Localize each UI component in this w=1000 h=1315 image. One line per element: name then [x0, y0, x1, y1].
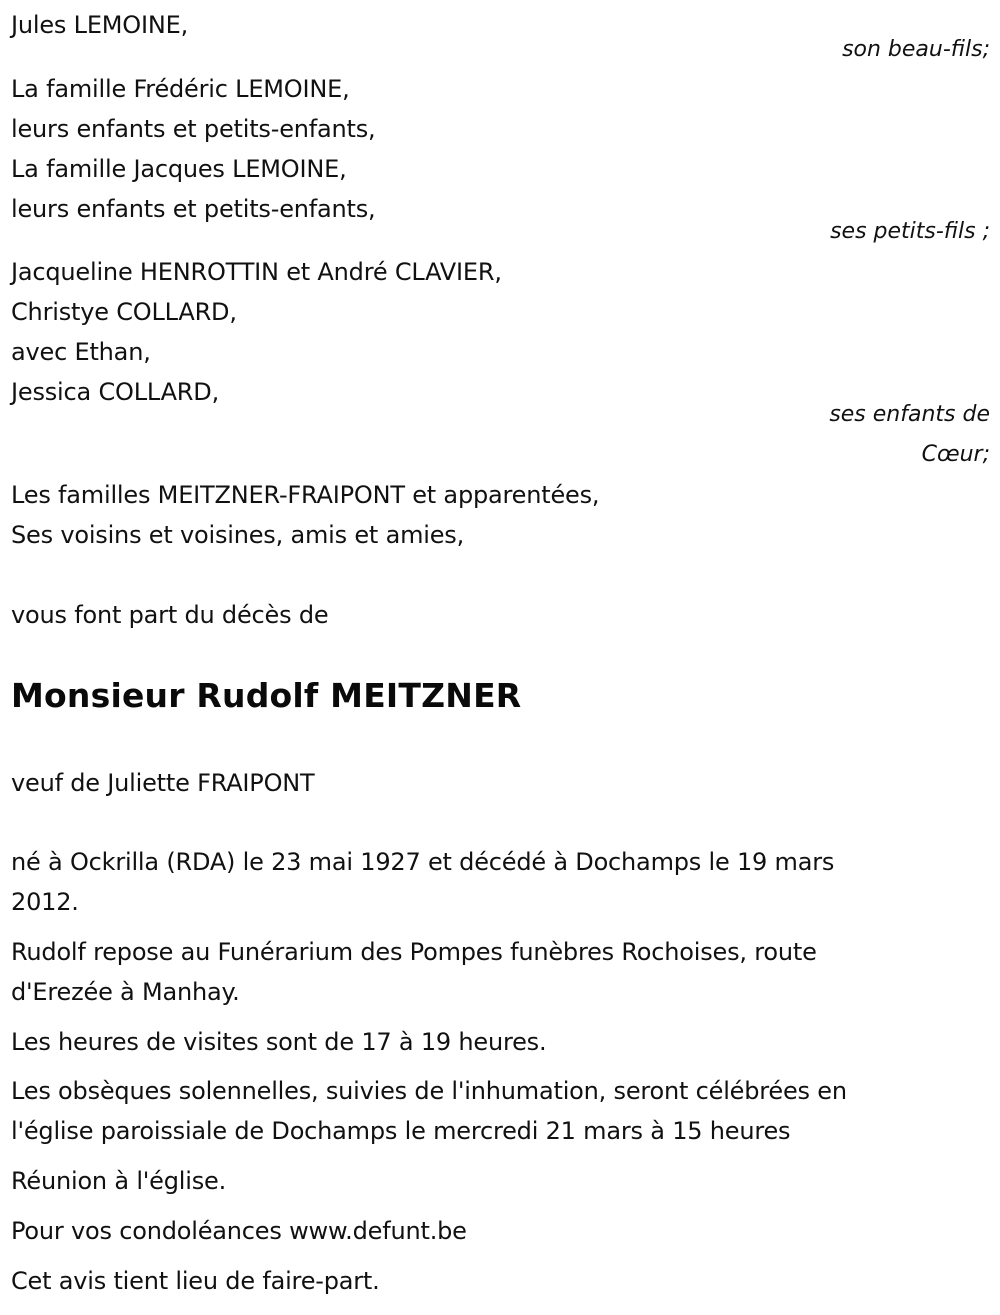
announcement-text: vous font part du décès de — [11, 601, 329, 629]
family-line: La famille Frédéric LEMOINE, — [11, 75, 350, 103]
family-line: leurs enfants et petits-enfants, — [11, 115, 376, 143]
relation-label: ses petits-fils ; — [830, 219, 990, 244]
relation-label: Cœur; — [921, 442, 990, 467]
family-line: leurs enfants et petits-enfants, — [11, 195, 376, 223]
condolences-link[interactable]: www.defunt.be — [289, 1217, 467, 1245]
family-line: La famille Jacques LEMOINE, — [11, 155, 347, 183]
family-line: Jessica COLLARD, — [11, 378, 219, 406]
widower-of-text: veuf de Juliette FRAIPONT — [11, 769, 315, 797]
family-line: Ses voisins et voisines, amis et amies, — [11, 521, 465, 549]
visiting-hours-text: Les heures de visites sont de 17 à 19 heures. — [11, 1028, 547, 1056]
deceased-name-heading: Monsieur Rudolf MEITZNER — [11, 676, 522, 715]
meeting-text: Réunion à l'église. — [11, 1167, 227, 1195]
closing-text: Cet avis tient lieu de faire-part. — [11, 1267, 380, 1295]
birth-death-text: né à Ockrilla (RDA) le 23 mai 1927 et décédé à Dochamps le 19 mars — [11, 848, 835, 876]
funeral-text-cont: l'église paroissiale de Dochamps le mercredi 21 mars à 15 heures — [11, 1117, 791, 1145]
funeral-text: Les obsèques solennelles, suivies de l'inhumation, seront célébrées en — [11, 1077, 847, 1105]
relation-label: ses enfants de — [829, 402, 990, 427]
condolences-prefix: Pour vos condoléances — [11, 1217, 290, 1245]
relation-label: son beau-fils; — [842, 37, 990, 62]
condolences-text — [11, 1216, 467, 1246]
birth-death-text-cont: 2012. — [11, 888, 79, 916]
family-line: Les familles MEITZNER-FRAIPONT et apparentées, — [11, 481, 600, 509]
funerarium-text-cont: d'Erezée à Manhay. — [11, 978, 240, 1006]
family-line: Christye COLLARD, — [11, 298, 237, 326]
family-line: Jules LEMOINE, — [11, 11, 189, 39]
family-line: avec Ethan, — [11, 338, 151, 366]
family-line: Jacqueline HENROTTIN et André CLAVIER, — [11, 258, 502, 286]
funerarium-text: Rudolf repose au Funérarium des Pompes funèbres Rochoises, route — [11, 938, 817, 966]
